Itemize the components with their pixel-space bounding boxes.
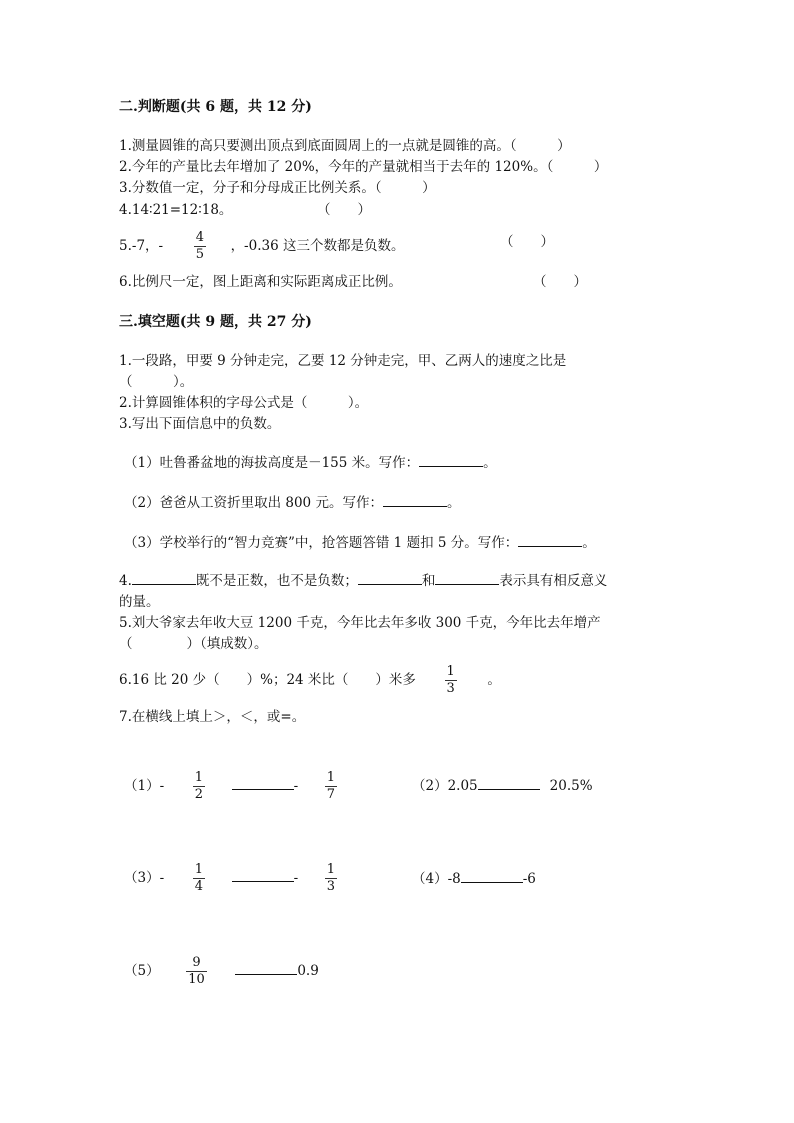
- answer-blank[interactable]: [232, 777, 294, 790]
- section-title-fill-in: 三.填空题(共 9 题，共 27 分): [119, 314, 312, 330]
- judgement-question-6: 6.比例尺一定，图上距离和实际距离成正比例。: [119, 274, 402, 290]
- fraction: $\frac{4}{5}$: [195, 230, 204, 262]
- compare-item-5: （5） $\frac{9}{10}$ 0.9: [124, 955, 319, 987]
- judgement-question-5-paren: （ ）: [500, 234, 554, 250]
- fill-question-5: 5.刘大爷家去年收大豆 1200 千克，今年比去年多收 300 千克，今年比去年增产: [119, 615, 601, 631]
- judgement-question-3: 3.分数值一定，分子和分母成正比例关系。（ ）: [119, 180, 436, 196]
- fraction: $\frac{9}{10}$: [188, 955, 205, 987]
- fill-question-7: 7.在横线上填上＞，＜，或=。: [119, 709, 306, 725]
- judgement-question-2: 2.今年的产量比去年增加了 20%，今年的产量就相当于去年的 120%。（ ）: [119, 159, 608, 175]
- judgement-question-1: 1.测量圆锥的高只要测出顶点到底面圆周上的一点就是圆锥的高。（ ）: [119, 138, 571, 154]
- judgement-question-4: [119, 201, 232, 219]
- fraction: $\frac{1}{3}$: [326, 862, 336, 894]
- answer-blank[interactable]: [435, 572, 499, 585]
- answer-blank[interactable]: [518, 534, 582, 547]
- fill-question-3: 3.写出下面信息中的负数。: [119, 416, 281, 432]
- fill-question-1: 1.一段路，甲要 9 分钟走完，乙要 12 分钟走完，甲、乙两人的速度之比是: [119, 353, 567, 369]
- judgement-question-4-text: 4.14∶21=12∶18。: [119, 202, 233, 218]
- section-title-judgement: 二.判断题(共 6 题，共 12 分): [119, 99, 312, 115]
- judgement-question-4-paren: （ ）: [317, 202, 371, 218]
- fill-question-6: 6.16 比 20 少（ ）%；24 米比（ ）米多 $\frac{1}{3}$ 。: [119, 664, 501, 696]
- fill-question-3-1: （1）吐鲁番盆地的海拔高度是－155 米。写作： 。: [124, 455, 497, 471]
- answer-blank[interactable]: [383, 494, 447, 507]
- fraction: $\frac{1}{2}$: [194, 770, 204, 802]
- compare-item-3: （3）- $\frac{1}{4}$ - $\frac{1}{3}$: [124, 862, 336, 894]
- fill-question-3-2: （2）爸爸从工资折里取出 800 元。写作： 。: [124, 495, 461, 511]
- answer-blank[interactable]: [358, 572, 422, 585]
- fill-question-2: 2.计算圆锥体积的字母公式是（ ）。: [119, 395, 369, 411]
- answer-blank[interactable]: [232, 869, 294, 882]
- answer-blank[interactable]: [235, 962, 297, 975]
- answer-blank[interactable]: [478, 777, 540, 790]
- fill-question-4: 4. 既不是正数，也不是负数； 和 表示具有相反意义: [119, 573, 608, 589]
- answer-blank[interactable]: [419, 454, 483, 467]
- compare-item-4: （4）-8 -6: [412, 871, 536, 887]
- judgement-question-5: [119, 226, 404, 266]
- judgement-question-6-paren: （ ）: [533, 274, 587, 290]
- answer-blank[interactable]: [132, 572, 196, 585]
- fill-question-1-line2: （ ）。: [119, 374, 194, 390]
- fill-question-4-line2: 的量。: [119, 594, 160, 610]
- compare-item-1: （1）- $\frac{1}{2}$ - $\frac{1}{7}$: [124, 770, 336, 802]
- answer-blank[interactable]: [461, 870, 523, 883]
- fill-question-5-line2: （ ）（填成数）。: [119, 636, 268, 652]
- judgement-question-5-pre: 5.-7，-: [119, 238, 164, 254]
- fraction: $\frac{1}{7}$: [326, 770, 336, 802]
- fraction: $\frac{1}{3}$: [446, 664, 455, 696]
- fraction: $\frac{1}{4}$: [194, 862, 204, 894]
- judgement-question-5-post: ，-0.36 这三个数都是负数。: [230, 238, 405, 254]
- compare-item-2: （2）2.05 20.5%: [412, 778, 593, 794]
- fill-question-3-3: （3）学校举行的“智力竞赛”中，抢答题答错 1 题扣 5 分。写作： 。: [124, 535, 596, 551]
